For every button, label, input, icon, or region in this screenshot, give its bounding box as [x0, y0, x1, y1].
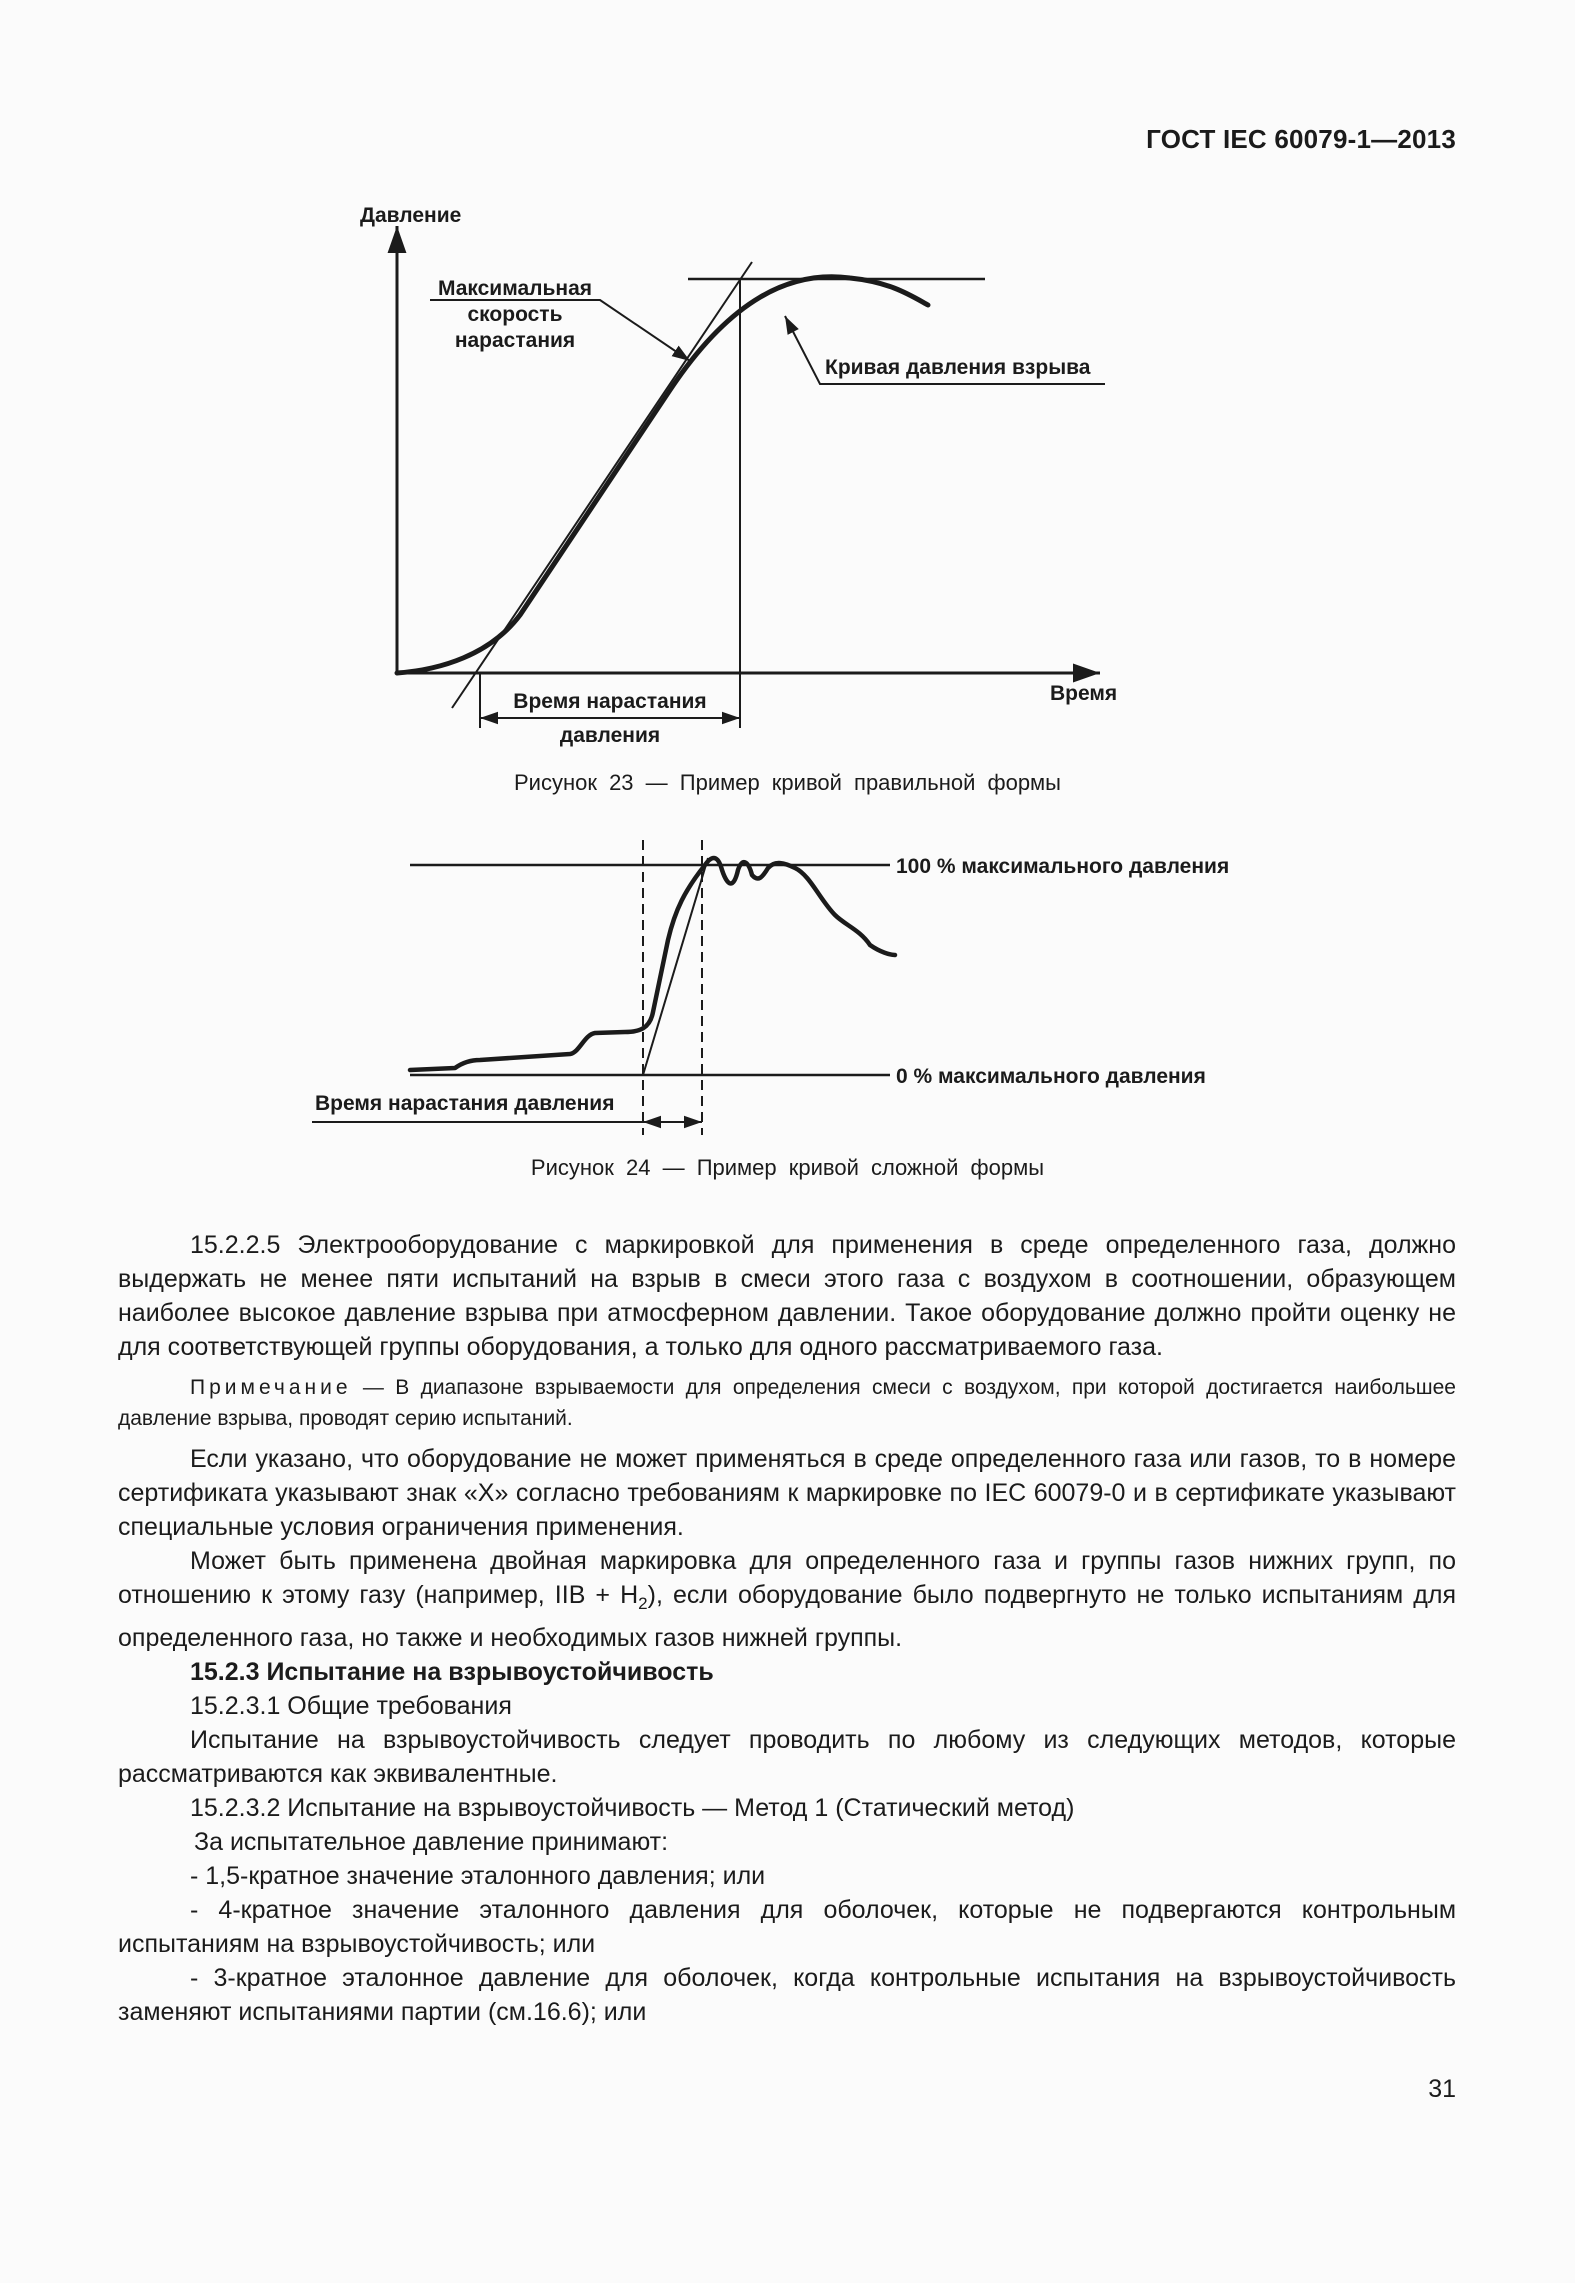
- paragraph-15-2-2-5: 15.2.2.5 Электрооборудование с маркировкой для применения в среде определенного газа, должно выдержать не менее пяти испытаний на взрыв в смеси этого газа с воздухом в соотношении, образующем наиболее высокое давление взрыва при атмосферном давлении. Такое оборудование должно пройти оценку не для соответствующей группы оборудования, а только для одного рассматриваемого газа.: [118, 1231, 1456, 1361]
- subscript: 2: [638, 1594, 648, 1613]
- note-prefix: Примечание: [190, 1376, 352, 1399]
- figure-23-diagram: [0, 0, 1575, 760]
- rise-time-label-line1: Время нарастания: [513, 690, 707, 713]
- paragraph-dual-marking: [118, 1544, 1456, 1655]
- max-rate-label-line3: нарастания: [454, 329, 576, 352]
- level-100-label: 100 % максимального давления: [896, 855, 1230, 878]
- figure-24-diagram: [0, 830, 1575, 1170]
- complex-pressure-curve: [410, 858, 895, 1070]
- document-header: ГОСТ IEC 60079-1—2013: [1146, 124, 1456, 154]
- list-item-3: - 3-кратное эталонное давление для оболочек, когда контрольные испытания на взрывоустойчивость заменяют испытаниями партии (см.16.6); или: [118, 1964, 1456, 2026]
- subsection-15-2-3-2: 15.2.3.2 Испытание на взрывоустойчивость — Метод 1 (Статический метод): [190, 1794, 1075, 1822]
- figure-23-caption: Рисунок 23 — Пример кривой правильной формы: [513, 770, 1061, 795]
- page-number: 31: [1428, 2075, 1456, 2103]
- figure-24-caption: Рисунок 24 — Пример кривой сложной формы: [530, 1155, 1045, 1180]
- section-heading-15-2-3: 15.2.3 Испытание на взрывоустойчивость: [190, 1658, 714, 1686]
- body-text: [118, 1228, 1456, 2029]
- max-rate-label-line2: скорость: [467, 303, 563, 326]
- paragraph-marking-x: Если указано, что оборудование не может применяться в среде определенного газа или газов, то в номере сертификата указывают знак «X» согласно требованиям к маркировке по IEC 60079-0 и в сертификате указывают специальные условия ограничения применения.: [118, 1445, 1456, 1541]
- paragraph-dual-marking-part1: Может быть применена двойная маркировка для определенного газа и группы газов нижних групп, по отношению к этому газу (например, IIB + H: [118, 1547, 1456, 1609]
- curve-label: Кривая давления взрыва: [825, 356, 1091, 379]
- paragraph-test-pressure: За испытательное давление принимают:: [194, 1828, 669, 1856]
- list-item-1: - 1,5-кратное значение эталонного давления; или: [190, 1862, 766, 1890]
- max-rate-label-line1: Максимальная: [437, 277, 593, 300]
- y-axis-label: Давление: [360, 204, 462, 227]
- rise-time-label: Время нарастания давления: [315, 1092, 615, 1115]
- level-0-label: 0 % максимального давления: [896, 1065, 1206, 1088]
- subsection-15-2-3-1: 15.2.3.1 Общие требования: [190, 1692, 512, 1720]
- paragraph-methods: Испытание на взрывоустойчивость следует проводить по любому из следующих методов, которые рассматриваются как эквивалентные.: [118, 1726, 1456, 1788]
- rise-tangent: [643, 858, 708, 1075]
- rise-time-label-line2: давления: [559, 724, 661, 747]
- paragraph-dual-marking-part2: ), если оборудование было подвергнуто не только испытаниям для определенного газа, но также и необходимых газов нижней группы.: [118, 1581, 1456, 1652]
- x-axis-label: Время: [1050, 682, 1118, 705]
- note-text: — В диапазоне взрываемости для определения смеси с воздухом, при которой достигается наибольшее давление взрыва, проводят серию испытаний.: [118, 1376, 1456, 1430]
- note: [118, 1372, 1456, 1434]
- list-item-2: - 4-кратное значение эталонного давления для оболочек, которые не подвергаются контрольным испытаниям на взрывоустойчивость; или: [118, 1896, 1456, 1958]
